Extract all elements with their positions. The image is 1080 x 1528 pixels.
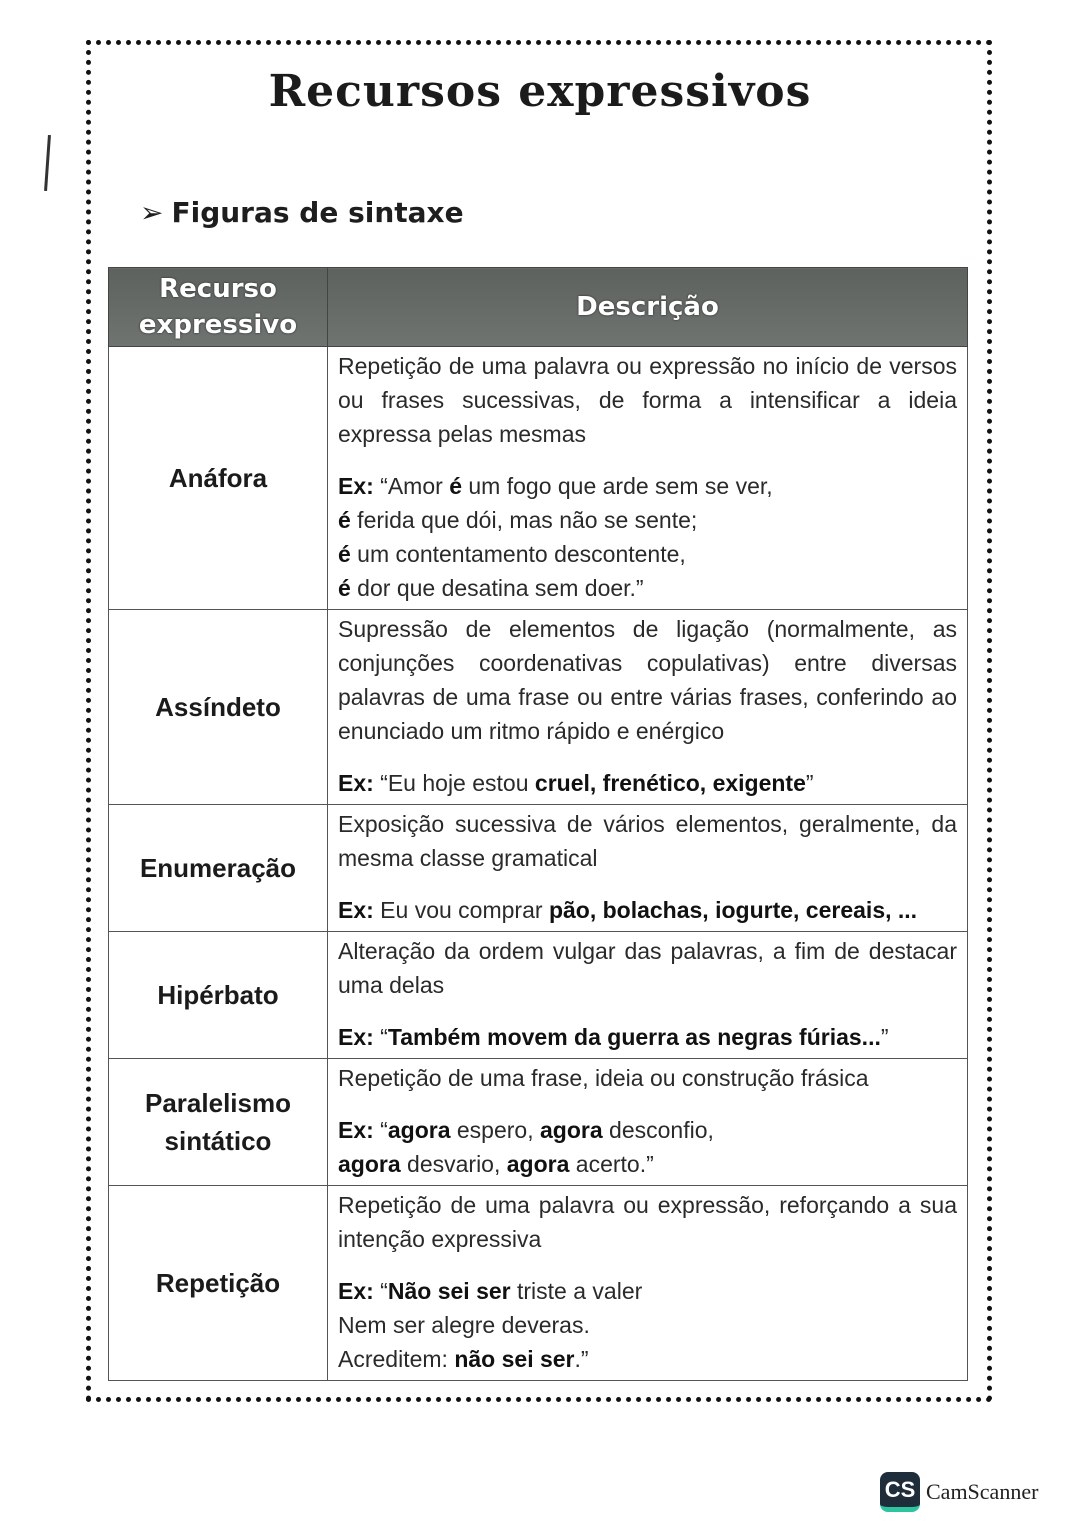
header-description: Descrição: [328, 268, 968, 347]
example-text: Ex: “agora espero, agora desconfio, agora desvario, agora acerto.”: [338, 1117, 714, 1177]
arrow-bullet-icon: ➢: [140, 196, 164, 229]
resource-description-cell: [328, 932, 968, 1059]
table-header-row: [109, 268, 968, 347]
example-text: Ex: “Amor é um fogo que arde sem se ver, é ferida que dói, mas não se sente; é um contentamento descontente, é dor que desatina sem doer.”: [338, 473, 773, 601]
camscanner-watermark: [880, 1472, 1038, 1512]
example-text: Ex: Eu vou comprar pão, bolachas, iogurte, cereais, ...: [338, 897, 918, 923]
table-row: [109, 1059, 968, 1186]
table-row: [109, 347, 968, 610]
header-resource-line1: Recurso: [159, 274, 277, 304]
table-row: [109, 805, 968, 932]
section-label: Figuras de sintaxe: [171, 196, 464, 229]
pen-mark: [44, 135, 51, 191]
resource-name: Repetição: [109, 1186, 328, 1381]
resource-description-cell: [328, 610, 968, 805]
resource-description-cell: [328, 1186, 968, 1381]
camscanner-label: CamScanner: [926, 1479, 1039, 1504]
resource-description-cell: [328, 347, 968, 610]
resource-name: Paralelismo sintático: [109, 1059, 328, 1186]
resource-description-cell: [328, 1059, 968, 1186]
resource-name: Anáfora: [109, 347, 328, 610]
section-heading: [140, 196, 464, 229]
header-resource-line2: expressivo: [138, 310, 298, 340]
description-text: Supressão de elementos de ligação (normalmente, as conjunções coordenativas copulativas) entre diversas palavras de uma frase ou entre várias frases, conferindo ao enunciado um ritmo rápido e enérgico: [338, 616, 957, 744]
description-text: Exposição sucessiva de vários elementos, geralmente, da mesma classe gramatical: [338, 811, 957, 871]
resource-name: Enumeração: [109, 805, 328, 932]
description-text: Repetição de uma palavra ou expressão, reforçando a sua intenção expressiva: [338, 1192, 957, 1252]
table-row: [109, 932, 968, 1059]
example-text: Ex: “Eu hoje estou cruel, frenético, exigente”: [338, 770, 814, 796]
description-text: Repetição de uma palavra ou expressão no início de versos ou frases sucessivas, de forma a intensificar a ideia expressa pelas mesmas: [338, 353, 957, 447]
header-resource: [109, 268, 328, 347]
table-row: [109, 1186, 968, 1381]
resource-name: Assíndeto: [109, 610, 328, 805]
table-row: [109, 610, 968, 805]
resource-description-cell: [328, 805, 968, 932]
figures-table: [108, 267, 968, 1381]
example-text: Ex: “Não sei ser triste a valer Nem ser alegre deveras. Acreditem: não sei ser.”: [338, 1278, 643, 1372]
camscanner-logo-icon: CS: [880, 1472, 920, 1512]
resource-name: Hipérbato: [109, 932, 328, 1059]
description-text: Alteração da ordem vulgar das palavras, a fim de destacar uma delas: [338, 938, 957, 998]
description-text: Repetição de uma frase, ideia ou construção frásica: [338, 1065, 869, 1091]
example-text: Ex: “Também movem da guerra as negras fúrias...”: [338, 1024, 889, 1050]
page-title: Recursos expressivos: [268, 66, 812, 117]
